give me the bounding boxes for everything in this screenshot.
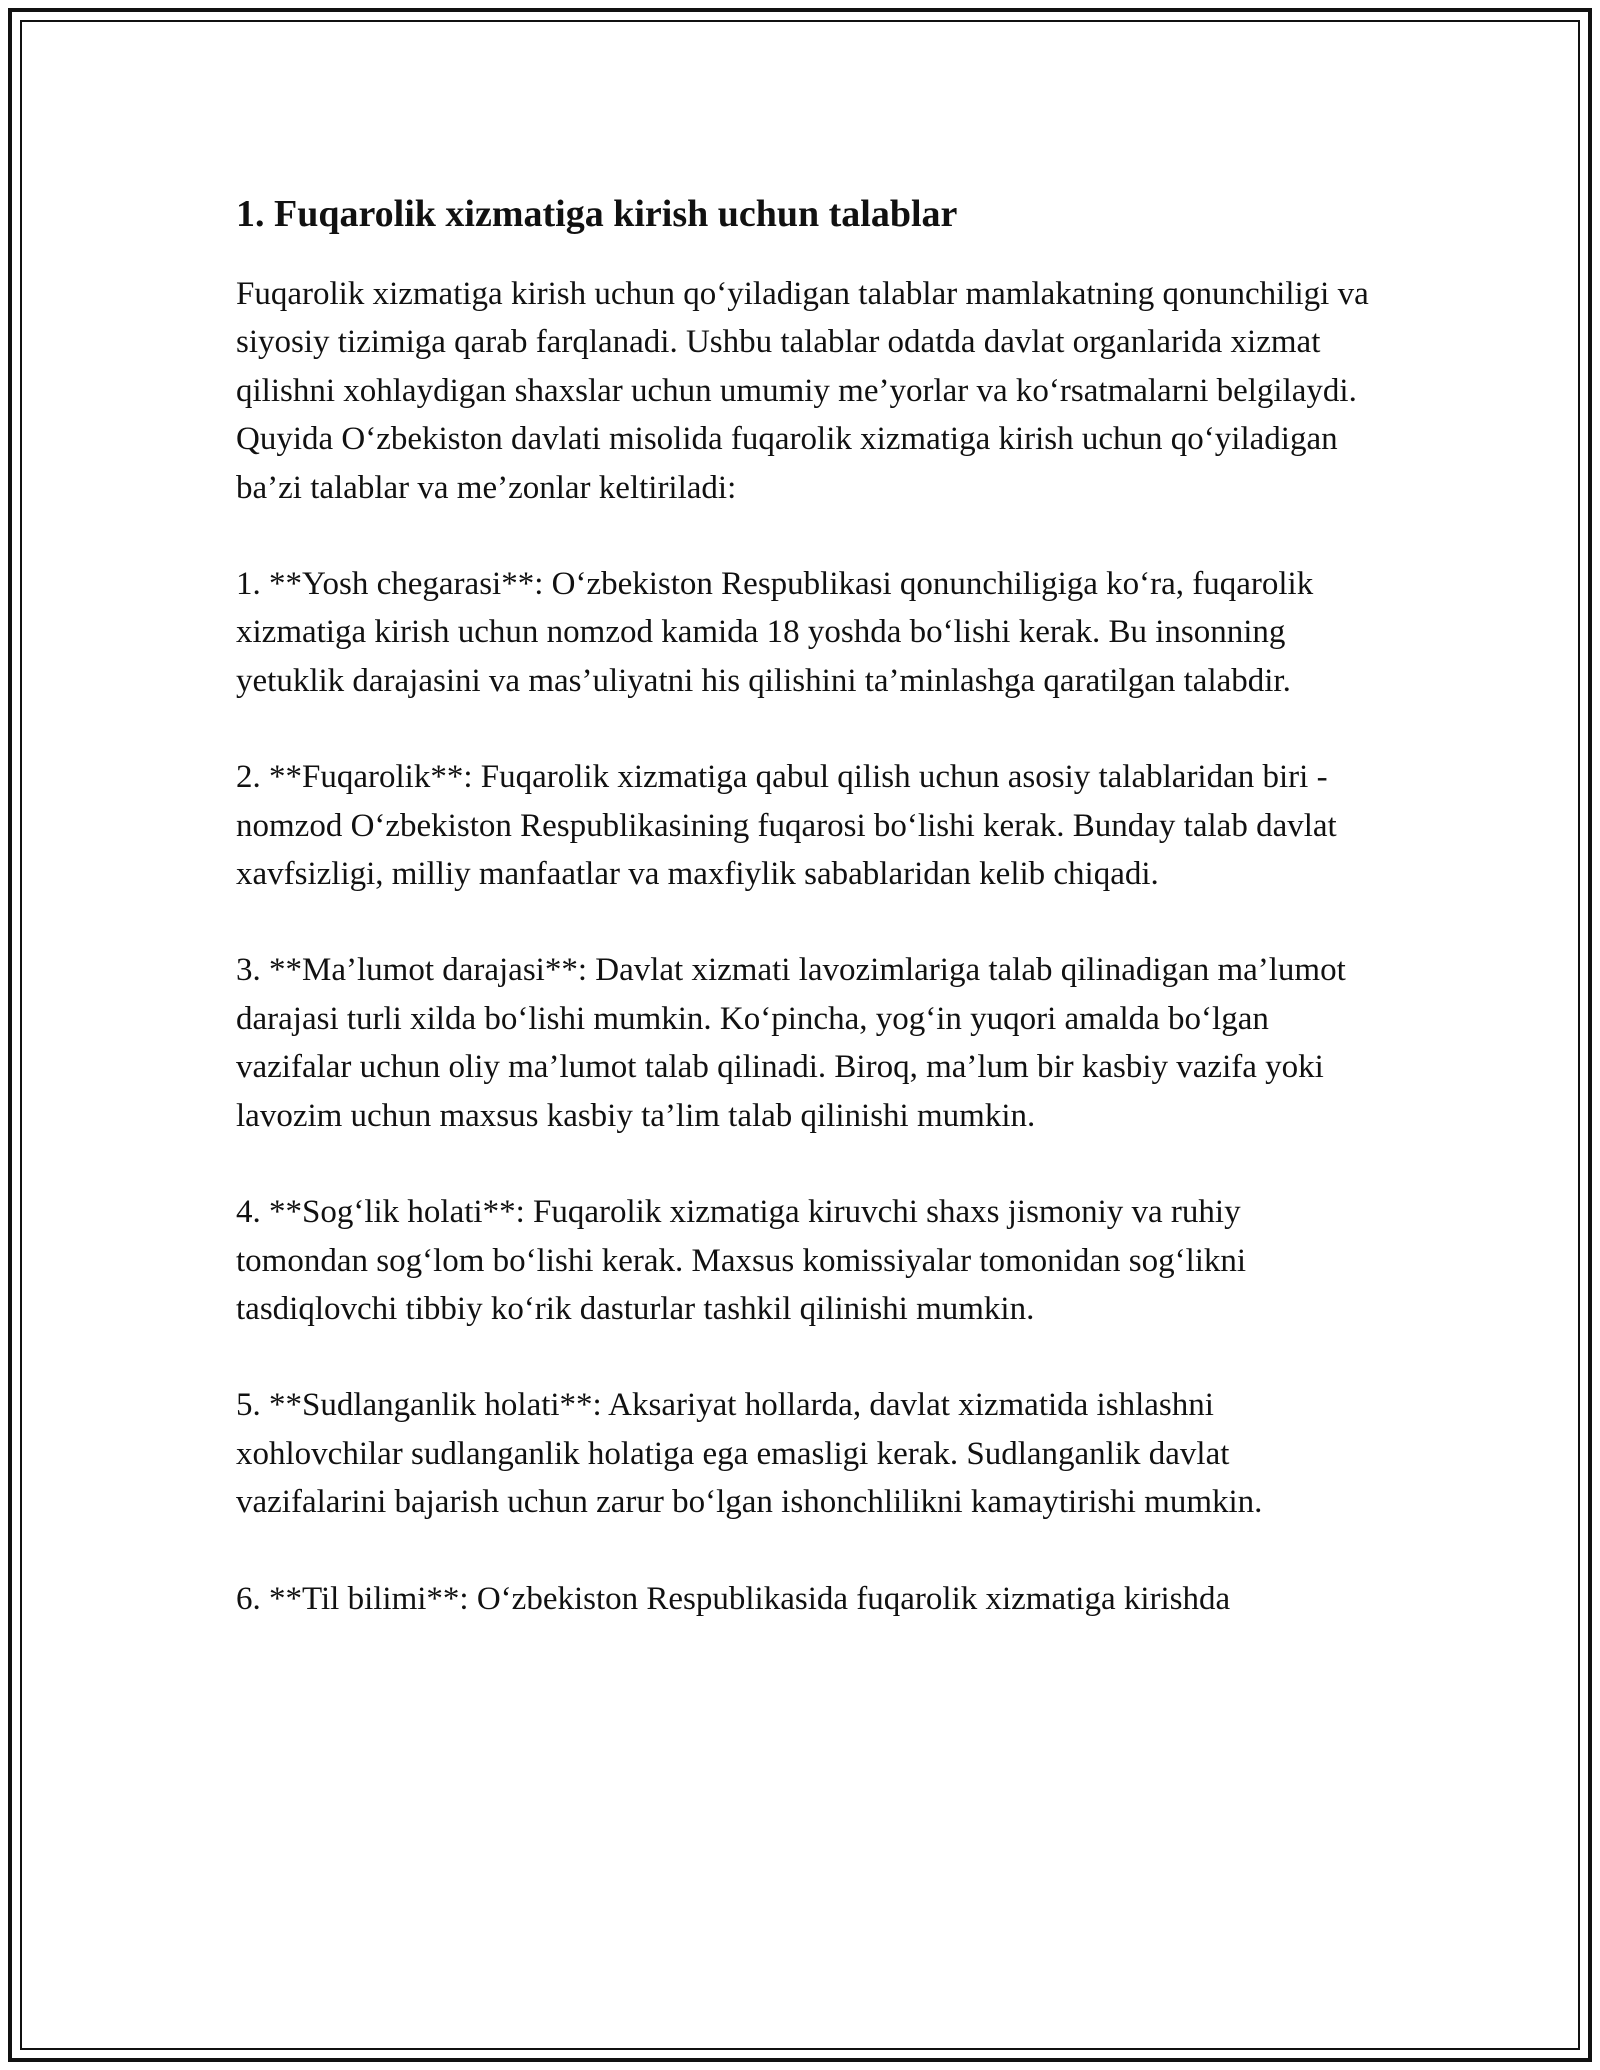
requirement-criminal-record-paragraph: 5. **Sudlanganlik holati**: Aksariyat hollarda, davlat xizmatida ishlashni xohlovchilar sudlanganlik holatiga ega emasligi kerak. Sudlanganlik davlat vazifalarini bajarish uchun zarur bo‘lgan ishonchlilikni kamaytirishi mumkin.	[236, 1387, 1263, 1521]
section-heading: 1. Fuqarolik xizmatiga kirish uchun talablar	[236, 193, 958, 235]
intro-paragraph: Fuqarolik xizmatiga kirish uchun qo‘yiladigan talablar mamlakatning qonunchiligi va siyosiy tizimiga qarab farqlanadi. Ushbu talablar odatda davlat organlarida xizmat qilishni xohlaydigan shaxslar uchun umumiy me’yorlar va ko‘rsatmalarni belgilaydi. Quyida O‘zbekiston davlati misolida fuqarolik xizmatiga kirish uchun qo‘yiladigan ba’zi talablar va me’zonlar keltiriladi:	[236, 276, 1369, 506]
requirement-language-paragraph: 6. **Til bilimi**: O‘zbekiston Respublikasida fuqarolik xizmatiga kirishda	[236, 1580, 1231, 1617]
document-body	[236, 186, 1376, 1623]
requirement-citizenship-paragraph: 2. **Fuqarolik**: Fuqarolik xizmatiga qabul qilish uchun asosiy talablaridan biri - nomzod O‘zbekiston Respublikasining fuqarosi bo‘lishi kerak. Bunday talab davlat xavfsizligi, milliy manfaatlar va maxfiylik sabablaridan kelib chiqadi.	[236, 759, 1337, 893]
requirement-education-paragraph: 3. **Ma’lumot darajasi**: Davlat xizmati lavozimlariga talab qilinadigan ma’lumot darajasi turli xilda bo‘lishi mumkin. Ko‘pincha, yog‘in yuqori amalda bo‘lgan vazifalar uchun oliy ma’lumot talab qilinadi. Biroq, ma’lum bir kasbiy vazifa yoki lavozim uchun maxsus kasbiy ta’lim talab qilinishi mumkin.	[236, 952, 1346, 1134]
requirement-age-paragraph: 1. **Yosh chegarasi**: O‘zbekiston Respublikasi qonunchiligiga ko‘ra, fuqarolik xizmatiga kirish uchun nomzod kamida 18 yoshda bo‘lishi kerak. Bu insonning yetuklik darajasini va mas’uliyatni his qilishini ta’minlashga qaratilgan talabdir.	[236, 566, 1314, 699]
requirement-health-paragraph: 4. **Sog‘lik holati**: Fuqarolik xizmatiga kiruvchi shaxs jismoniy va ruhiy tomondan sog‘lom bo‘lishi kerak. Maxsus komissiyalar tomonidan sog‘likni tasdiqlovchi tibbiy ko‘rik dasturlar tashkil qilinishi mumkin.	[236, 1194, 1247, 1327]
